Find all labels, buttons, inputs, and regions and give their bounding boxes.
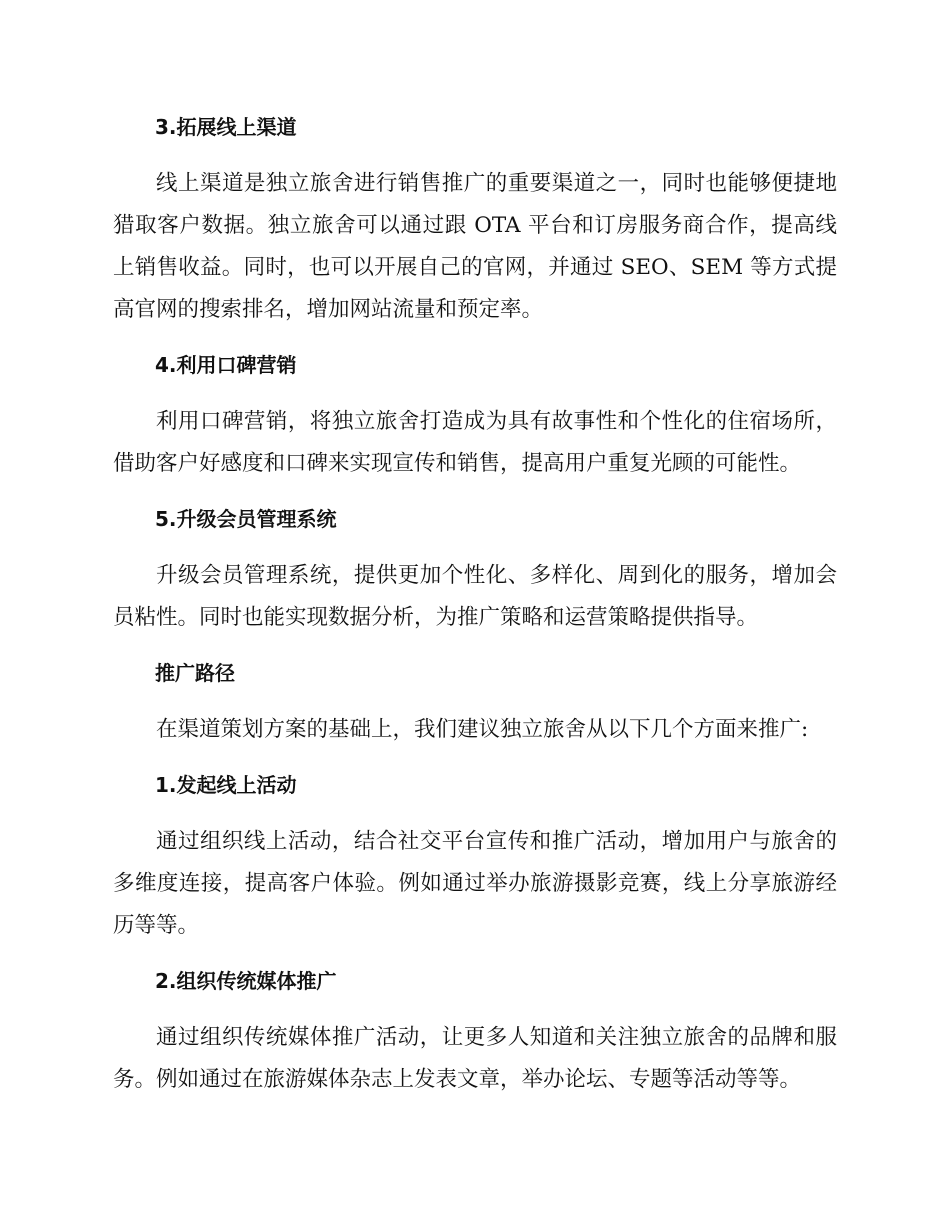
section-paragraph: 线上渠道是独立旅舍进行销售推广的重要渠道之一，同时也能够便捷地猎取客户数据。独立旅舍可以通过跟 OTA 平台和订房服务商合作，提高线上销售收益。同时，也可以开展自己的官网，并通过 SEO、SEM 等方式提高官网的搜索排名，增加网站流量和预定率。 — [113, 171, 837, 322]
section-heading: 2.组织传统媒体推广 — [155, 969, 337, 993]
section-heading: 4.利用口碑营销 — [155, 353, 297, 377]
section-traditional-media — [113, 963, 837, 1101]
document-body — [113, 109, 837, 1117]
section-paragraph: 通过组织线上活动，结合社交平台宣传和推广活动，增加用户与旅舍的多维度连接，提高客户体验。例如通过举办旅游摄影竞赛，线上分享旅游经历等等。 — [113, 829, 837, 938]
section-word-of-mouth — [113, 347, 837, 485]
section-heading: 1.发起线上活动 — [155, 773, 297, 797]
section-paragraph: 在渠道策划方案的基础上，我们建议独立旅舍从以下几个方面来推广: — [156, 717, 809, 742]
section-paragraph: 通过组织传统媒体推广活动，让更多人知道和关注独立旅舍的品牌和服务。例如通过在旅游媒体杂志上发表文章，举办论坛、专题等活动等等。 — [113, 1025, 837, 1092]
section-promotion-path — [113, 655, 837, 751]
section-heading: 5.升级会员管理系统 — [155, 507, 337, 531]
section-paragraph: 升级会员管理系统，提供更加个性化、多样化、周到化的服务，增加会员粘性。同时也能实现数据分析，为推广策略和运营策略提供指导。 — [113, 563, 837, 630]
section-member-system — [113, 501, 837, 639]
section-paragraph: 利用口碑营销，将独立旅舍打造成为具有故事性和个性化的住宿场所，借助客户好感度和口碑来实现宣传和销售，提高用户重复光顾的可能性。 — [113, 409, 837, 476]
section-heading: 3.拓展线上渠道 — [155, 115, 297, 139]
section-heading: 推广路径 — [155, 661, 235, 685]
section-expand-online-channels — [113, 109, 837, 331]
section-online-activities — [113, 767, 837, 947]
